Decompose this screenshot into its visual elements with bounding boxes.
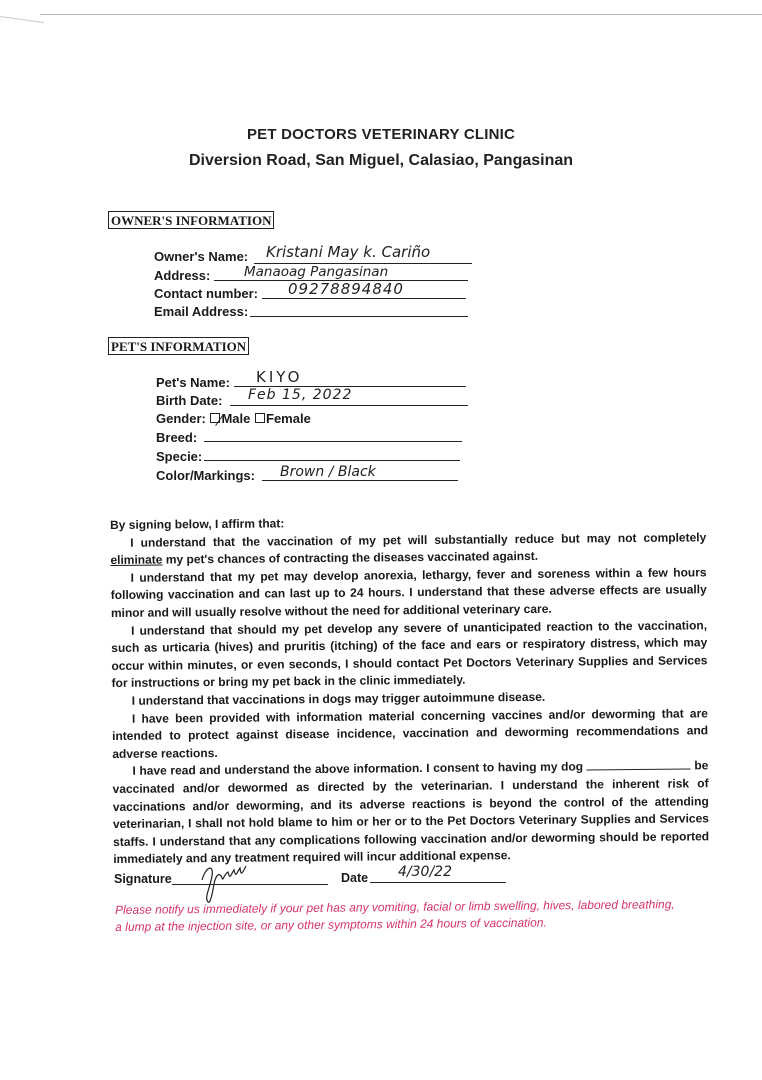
clinic-name: PET DOCTORS VETERINARY CLINIC <box>246 126 516 143</box>
clinic-address: Diversion Road, San Miguel, Calasiao, Pangasinan <box>188 152 574 169</box>
scan-edge-line <box>40 14 762 15</box>
signature-label: Signature <box>114 872 172 886</box>
pet-name-label: Pet's Name: <box>156 375 230 390</box>
color-markings-label: Color/Markings: <box>156 468 255 483</box>
pet-section-heading: PET'S INFORMATION <box>108 337 249 355</box>
breed-label: Breed: <box>156 430 198 445</box>
gender-label: Gender: <box>156 411 206 426</box>
signature-scribble-icon[interactable] <box>196 858 256 906</box>
dog-name-blank[interactable] <box>587 758 691 771</box>
male-checkbox[interactable] <box>210 413 220 423</box>
owner-name-label: Owner's Name: <box>154 249 249 264</box>
post-vaccination-note: Please notify us immediately if your pet has any vomiting, facial or limb swelling, hives, labored breathing, a lump at the injection site, or any other symptoms within 24 hours of vaccination. <box>115 897 675 934</box>
female-checkbox[interactable] <box>255 413 265 423</box>
specie-label: Specie: <box>156 449 203 464</box>
color-markings-value[interactable]: Brown / Black <box>280 464 376 480</box>
email-line <box>250 316 468 317</box>
consent-paragraph-1: I understand that the vaccination of my pet will substantially reduce but may not completely eliminate my pet's chances of contracting the diseases vaccinated against. <box>110 529 707 568</box>
birth-date-line <box>230 405 468 406</box>
address-value[interactable]: Manaoag Pangasinan <box>244 264 389 280</box>
specie-line <box>204 460 460 461</box>
eliminate-underlined: eliminate <box>110 552 163 568</box>
contact-value[interactable]: 09278894840 <box>288 280 404 298</box>
contact-line <box>262 298 466 299</box>
consent-text <box>110 511 709 869</box>
birth-date-label: Birth Date: <box>156 393 223 408</box>
consent-paragraph-2: I understand that my pet may develop anorexia, lethargy, fever and soreness within a few hours following vaccination and can last up to 24 hours. I understand that these adverse effects are usually minor and will usually resolve without the need for additional veterinary care. <box>110 565 707 620</box>
address-label: Address: <box>154 268 211 283</box>
female-option-label: Female <box>266 411 311 426</box>
consent-intro: By signing below, I affirm that: <box>110 516 285 532</box>
owner-section-heading: OWNER'S INFORMATION <box>108 211 274 229</box>
owner-name-value[interactable]: Kristani May k. Cariño <box>266 243 431 261</box>
color-markings-line <box>262 480 458 481</box>
date-label: Date <box>341 871 369 885</box>
consent-paragraph-3: I understand that should my pet develop any severe of unanticipated reaction to the vaccination, such as urticaria (hives) and pruritis (itching) of the face and ears or respiratory distress, which may occur within minutes, or even seconds, I should contact Pet Doctors Veterinary Supplies and Services for instructions or bring my pet back in the clinic immediately. <box>111 617 708 691</box>
gender-row <box>156 411 311 427</box>
breed-line <box>204 441 462 442</box>
consent-paragraph-4: I understand that vaccinations in dogs may trigger autoimmune disease. <box>131 689 546 708</box>
date-line <box>370 882 506 883</box>
pet-name-value[interactable]: KIYO <box>256 368 303 386</box>
consent-paragraph-5: I have been provided with information material concerning vaccines and/or deworming that are intended to protect against disease incidence, vaccination and deworming recommendations and adverse reactions. <box>112 705 709 761</box>
scan-corner-mark <box>0 0 44 23</box>
consent-paragraph-6: I have read and understand the above information. I consent to having my dog be vaccinated and/or dewormed as directed by the veterinarian. I understand the inherent risk of vaccinations and/or deworming, and its adverse reactions is beyond the control of the attending veterinarian, I shall not hold blame to him or her or to the Pet Doctors Veterinary Supplies and Services staffs. I understand that any complications following vaccination and/or deworming should be reported immediately and any treatment required will incur additional expense. <box>112 758 710 867</box>
male-option-label: Male <box>221 411 251 426</box>
email-label: Email Address: <box>154 304 249 319</box>
contact-label: Contact number: <box>154 286 258 301</box>
date-value[interactable]: 4/30/22 <box>398 864 452 880</box>
birth-date-value[interactable]: Feb 15, 2022 <box>248 387 353 403</box>
